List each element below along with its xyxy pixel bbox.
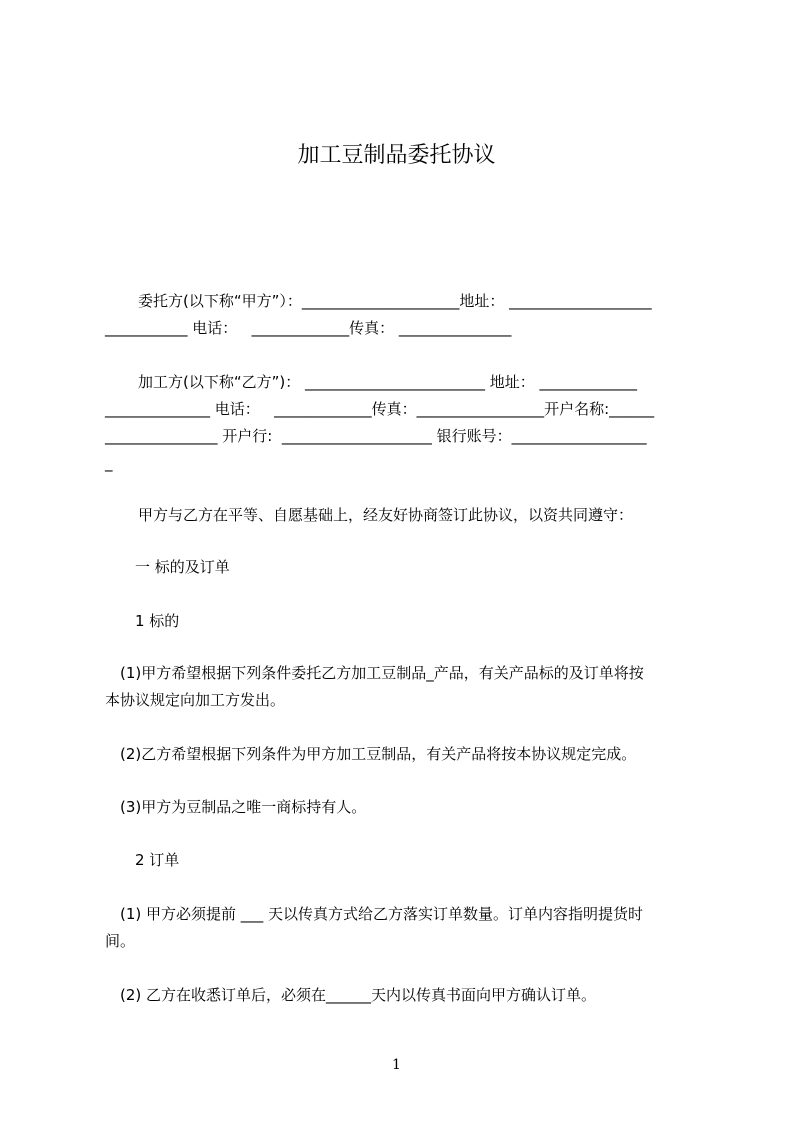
page-number: 1 <box>392 1057 401 1073</box>
party-b-line-3: _______________ 开户行: ____________________ 银行账号：__________________ <box>105 427 647 445</box>
party-a-line-2: ___________ 电话： _____________传真： _______________ <box>105 319 512 337</box>
party-b-line-2: ______________ 电话： _____________传真：_________________开户名称:______ <box>105 400 655 418</box>
clause-2-1-line-1: (1) 甲方必须提前 ___ 天以传真方式给乙方落实订单数量。订单内容指明提货时 <box>120 905 644 923</box>
party-b-line-4: _ <box>105 454 113 472</box>
clause-1-1-line-1: (1)甲方希望根据下列条件委托乙方加工豆制品_产品，有关产品标的及订单将按 <box>120 664 644 682</box>
intro-paragraph: 甲方与乙方在平等、自愿基础上，经友好协商签订此协议，以资共同遵守： <box>138 506 634 524</box>
section-heading-1: 一 标的及订单 <box>135 558 230 576</box>
clause-2-1-line-2: 间。 <box>105 932 136 950</box>
subheading-2: 2 订单 <box>135 851 180 869</box>
clause-1-2: (2)乙方希望根据下列条件为甲方加工豆制品，有关产品将按本协议规定完成。 <box>120 745 637 763</box>
party-a-line-1: 委托方(以下称“甲方”）：_____________________地址： ___________________ <box>138 292 652 310</box>
document-title: 加工豆制品委托协议 <box>297 143 496 168</box>
clause-2-2: (2) 乙方在收悉订单后，必须在______天内以传真书面向甲方确认订单。 <box>120 986 597 1004</box>
subheading-1: 1 标的 <box>135 612 180 630</box>
party-b-line-1: 加工方(以下称“乙方”)： ________________________ 地址： _____________ <box>138 373 638 391</box>
clause-1-3: (3)甲方为豆制品之唯一商标持有人。 <box>120 798 367 816</box>
clause-1-1-line-2: 本协议规定向加工方发出。 <box>105 691 286 709</box>
